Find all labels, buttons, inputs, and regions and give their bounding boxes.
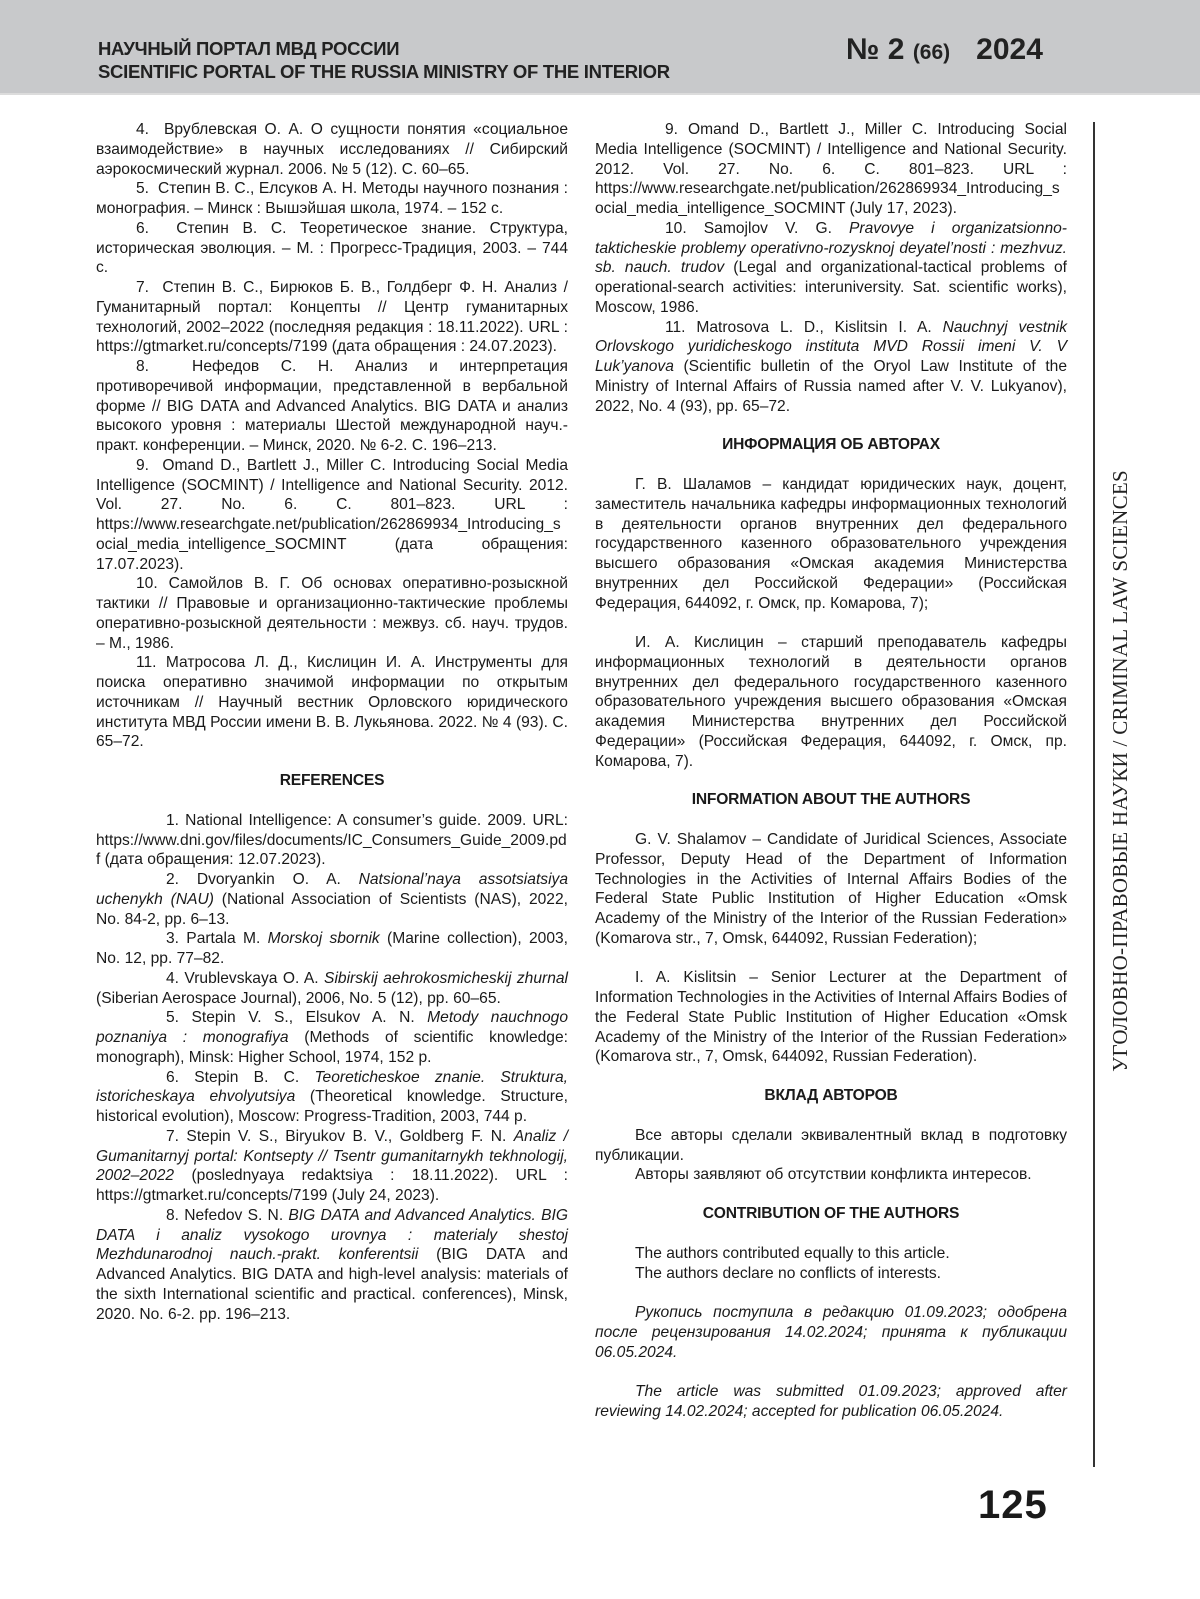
reference-it: Metody nauchnogo poznaniya : monografiya [96,1009,568,1046]
journal-title-en: SCIENTIFIC PORTAL OF THE RUSSIA MINISTRY OF THE INTERIOR [98,61,670,83]
en-reference [96,969,568,1009]
en-reference [595,120,1067,219]
en-reference [96,929,568,969]
reference-post: (Marine collection), 2003, No. 12, pp. 77–82. [96,930,568,967]
reference-post: (Theoretical knowledge. Structure, historical evolution), Moscow: Progress-Tradition, 2003, 744 p. [96,1088,568,1125]
en-reference [96,1127,568,1206]
page-number: 125 [978,1483,1048,1528]
section-label: УГОЛОВНО-ПРАВОВЫЕ НАУКИ / CRIMINAL LAW SCIENCES [1108,470,1133,1072]
issue-info [846,33,1043,67]
reference-pre: 7. Stepin V. S., Biryukov B. V., Goldberg F. N. [166,1128,514,1145]
reference-pre: 4. Vrublevskaya O. A. [166,970,324,987]
authors-en-heading: INFORMATION ABOUT THE AUTHORS [595,790,1067,810]
ru-reference: 11. Матросова Л. Д., Кислицин И. А. Инструменты для поиска оперативно значимой информации по открытым источникам // Научный вестник Орловского юридического института МВД России имени В. В. Лукьянова. 2022. № 4 (93). С. 65–72. [96,653,568,752]
contribution-en-text: The authors declare no conflicts of interests. [595,1264,1067,1284]
issue-total: (66) [913,41,950,64]
references-heading: REFERENCES [96,771,568,791]
ru-reference: 9. Omand D., Bartlett J., Miller C. Introducing Social Media Intelligence (SOCMINT) / Intelligence and National Security. 2012. Vol. 27. No. 6. С. 801–823. URL : https://www.researchgate.net/publication/262869934_Introducing_social_media_intelligence_SOCMINT (дата обращения: 17.07.2023). [96,456,568,575]
contribution-en-heading: CONTRIBUTION OF THE AUTHORS [595,1204,1067,1224]
vertical-divider [1093,122,1095,1467]
ru-reference: 10. Самойлов В. Г. Об основах оперативно-розыскной тактики // Правовые и организационно-тактические проблемы оперативно-розыскной деятельности : межвуз. сб. науч. трудов. – М., 1986. [96,574,568,653]
ru-reference: 4. Врублевская О. А. О сущности понятия «социальное взаимодействие» в научных исследованиях // Сибирский аэрокосмический журнал. 2006. № 5 (12). С. 60–65. [96,120,568,179]
author-info-en: G. V. Shalamov – Candidate of Juridical Sciences, Associate Professor, Deputy Head of the Department of Information Technologies in the Activities of Internal Affairs Bodies of the Federal State Public Institution of Higher Education «Omsk Academy of the Ministry of the Interior of the Russian Federation» (Komarova str., 7, Omsk, 644092, Russian Federation); [595,830,1067,949]
right-column [595,120,1067,1422]
contribution-ru-text: Все авторы сделали эквивалентный вклад в подготовку публикации. [595,1126,1067,1166]
reference-it: Teoreticheskoe znanie. Struktura, istoricheskaya ehvolyutsiya [96,1069,568,1106]
en-reference [595,219,1067,318]
submission-dates-en: The article was submitted 01.09.2023; approved after reviewing 14.02.2024; accepted for publication 06.05.2024. [595,1382,1067,1422]
reference-pre: 1. National Intelligence: A consumer’s guide. 2009. URL: https://www.dni.gov/files/documents/IC_Consumers_Guide_2009.pdf (дата обращения: 12.07.2023). [96,812,568,869]
reference-post: (BIG DATA and Advanced Analytics. BIG DATA and high-level analysis: materials of the sixth International scientific and practical. conferences), Minsk, 2020. No. 6-2. pp. 196–213. [96,1246,568,1322]
issue-year: 2024 [976,33,1043,66]
reference-it: Nauchnyj vestnik Orlovskogo yuridicheskogo instituta MVD Rossii imeni V. V Luk’yanova [595,319,1067,376]
reference-pre: 9. Omand D., Bartlett J., Miller C. Introducing Social Media Intelligence (SOCMINT) / Intelligence and National Security. 2012. Vol. 27. No. 6. С. 801–823. URL : https://www.researchgate.net/publication/262869934_Introducing_social_media_intelligence_SOCMINT (July 17, 2023). [595,121,1067,217]
reference-post: (Siberian Aerospace Journal), 2006, No. 5 (12), pp. 60–65. [96,990,501,1007]
author-info-ru: Г. В. Шаламов – кандидат юридических наук, доцент, заместитель начальника кафедры информационных технологий в деятельности органов внутренних дел федерального государственного казенного образовательного учреждения высшего образования «Омская академия Министерства внутренних дел Российской Федерации» (Российская Федерация, 644092, г. Омск, пр. Комарова, 7); [595,475,1067,613]
reference-post: (Methods of scientific knowledge: monograph), Minsk: Higher School, 1974, 152 p. [96,1029,568,1066]
reference-pre: 5. Stepin V. S., Elsukov A. N. [166,1009,427,1026]
contribution-en-text: The authors contributed equally to this article. [595,1244,1067,1264]
contribution-ru-text: Авторы заявляют об отсутствии конфликта интересов. [595,1165,1067,1185]
left-column [96,120,568,1324]
journal-header [0,0,1200,95]
en-reference [96,811,568,870]
contribution-ru-heading: ВКЛАД АВТОРОВ [595,1086,1067,1106]
reference-it: Analiz / Gumanitarnyj portal: Kontsepty // Tsentr gumanitarnykh tekhnologij, 2002–2022 [96,1128,568,1185]
ru-reference: 6. Степин В. С. Теоретическое знание. Структура, историческая эволюция. – М. : Прогресс-Традиция, 2003. – 744 с. [96,219,568,278]
reference-post: (Legal and organizational-tactical problems of operational-search activities: interuniversity. Sat. scientific works), Moscow, 1986. [595,259,1067,316]
en-reference [96,1206,568,1325]
en-reference [595,318,1067,417]
en-reference [96,870,568,929]
author-info-ru: И. А. Кислицин – старший преподаватель кафедры информационных технологий в деятельности органов внутренних дел федерального государственного казенного образовательного учреждения высшего образования «Омская академия Министерства внутренних дел Российской Федерации» (Российская Федерация, 644092, г. Омск, пр. Комарова, 7). [595,633,1067,771]
authors-ru-heading: ИНФОРМАЦИЯ ОБ АВТОРАХ [595,435,1067,455]
reference-post: (National Association of Scientists (NAS), 2022, No. 84-2, pp. 6–13. [96,891,568,928]
reference-post: (poslednyaya redaktsiya : 18.11.2022). URL : https://gtmarket.ru/concepts/7199 (July 24, 2023). [96,1167,568,1204]
ru-reference: 8. Нефедов С. Н. Анализ и интерпретация противоречивой информации, представленной в вербальной форме // BIG DATA and Advanced Analytics. BIG DATA и анализ высокого уровня : материалы Шестой международной науч.-практ. конференции. – Минск, 2020. № 6-2. С. 196–213. [96,357,568,456]
author-info-en: I. A. Kislitsin – Senior Lecturer at the Department of Information Technologies in the Activities of Internal Affairs Bodies of the Federal State Public Institution of Higher Education «Omsk Academy of the Ministry of the Interior of the Russian Federation» (Komarova str., 7, Omsk, 644092, Russian Federation). [595,968,1067,1067]
reference-pre: 11. Matrosova L. D., Kislitsin I. A. [665,319,943,336]
reference-it: BIG DATA and Advanced Analytics. BIG DATA i analiz vysokogo urovnya : materialy shestoj Mezhdunarodnoj nauch.-prakt. konferentsii [96,1207,568,1264]
reference-it: Morskoj sbornik [268,930,380,947]
reference-post: (Scientific bulletin of the Oryol Law Institute of the Ministry of Internal Affairs of Russia named after V. V. Lukyanov), 2022, No. 4 (93), pp. 65–72. [595,358,1067,415]
reference-pre: 2. Dvoryankin O. A. [166,871,359,888]
issue-number: № 2 [846,33,904,66]
reference-it: Natsional’naya assotsiatsiya uchenykh (NAU) [96,871,568,908]
en-reference [96,1008,568,1067]
journal-title-ru: НАУЧНЫЙ ПОРТАЛ МВД РОССИИ [98,38,399,60]
reference-pre: 6. Stepin B. C. [166,1069,314,1086]
reference-it: Sibirskij aehrokosmicheskij zhurnal [324,970,568,987]
reference-pre: 3. Partala M. [166,930,268,947]
ru-reference: 7. Степин В. С., Бирюков Б. В., Голдберг Ф. Н. Анализ / Гуманитарный портал: Концепты // Центр гуманитарных технологий, 2002–2022 (последняя редакция : 18.11.2022). URL : https://gtmarket.ru/concepts/7199 (дата обращения : 24.07.2023). [96,278,568,357]
reference-pre: 10. Samojlov V. G. [665,220,849,237]
reference-pre: 8. Nefedov S. N. [166,1207,288,1224]
reference-it: Pravovye i organizatsionno-takticheskie problemy operativno-rozysknoj deyatel’nosti : mezhvuz. sb. nauch. trudov [595,220,1067,277]
ru-reference: 5. Степин В. С., Елсуков А. Н. Методы научного познания : монография. – Минск : Вышэйшая школа, 1974. – 152 с. [96,179,568,219]
submission-dates-ru: Рукопись поступила в редакцию 01.09.2023; одобрена после рецензирования 14.02.2024; принята к публикации 06.05.2024. [595,1303,1067,1362]
en-reference [96,1068,568,1127]
